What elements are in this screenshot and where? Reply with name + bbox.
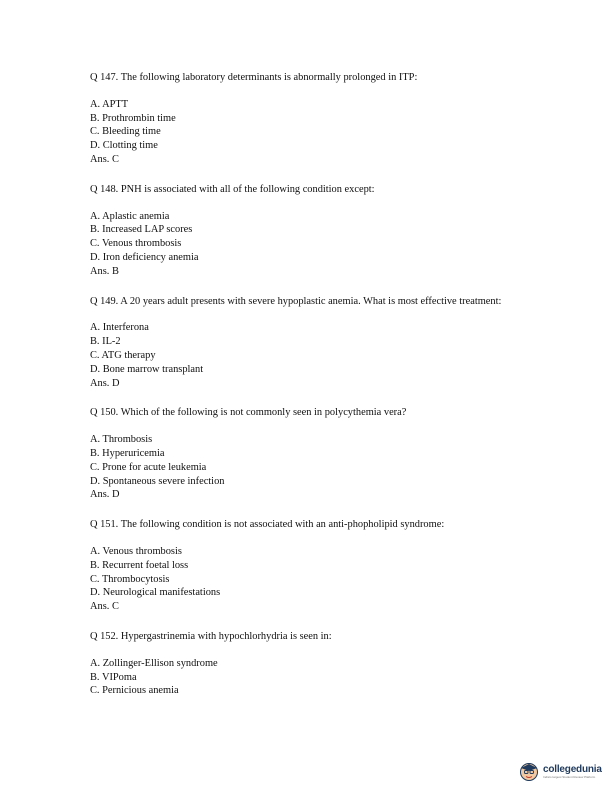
option-a: A. Aplastic anemia bbox=[90, 210, 170, 222]
option-b: B. IL-2 bbox=[90, 336, 121, 348]
question-152 bbox=[90, 630, 570, 698]
brand-tagline: India's largest Student Review Platform bbox=[543, 774, 596, 779]
option-c: C. Pernicious anemia bbox=[90, 685, 179, 697]
option-c: C. ATG therapy bbox=[90, 349, 156, 361]
option-c: C. Bleeding time bbox=[90, 126, 161, 138]
option-c: C. Prone for acute leukemia bbox=[90, 461, 207, 473]
option-d: D. Bone marrow transplant bbox=[90, 363, 204, 375]
option-b: B. VIPoma bbox=[90, 671, 137, 683]
question-150 bbox=[90, 406, 570, 502]
option-a: A. Thrombosis bbox=[90, 434, 153, 446]
collegedunia-logo bbox=[518, 758, 608, 784]
question-text: Q 147. The following laboratory determinants is abnormally prolonged in ITP: bbox=[90, 72, 418, 83]
question-text: Q 149. A 20 years adult presents with severe hypoplastic anemia. What is most effective treatment: bbox=[90, 295, 502, 307]
question-149 bbox=[90, 295, 570, 391]
answer: Ans. C bbox=[90, 153, 119, 165]
answer: Ans. D bbox=[90, 489, 120, 501]
option-b: B. Increased LAP scores bbox=[90, 224, 193, 236]
answer: Ans. B bbox=[90, 265, 119, 277]
option-a: A. Interferona bbox=[90, 322, 149, 334]
question-text: Q 151. The following condition is not associated with an anti-phopholipid syndrome: bbox=[90, 519, 445, 531]
option-a: A. Zollinger-Ellison syndrome bbox=[90, 657, 218, 669]
question-text: Q 150. Which of the following is not commonly seen in polycythemia vera? bbox=[90, 407, 407, 419]
brand-name: collegedunia bbox=[543, 763, 602, 775]
option-d: D. Neurological manifestations bbox=[90, 587, 221, 599]
option-a: A. APTT bbox=[90, 98, 129, 110]
option-a: A. Venous thrombosis bbox=[90, 545, 182, 557]
option-c: C. Venous thrombosis bbox=[90, 238, 182, 250]
option-b: B. Hyperuricemia bbox=[90, 447, 165, 459]
option-b: B. Recurrent foetal loss bbox=[90, 559, 189, 571]
option-c: C. Thrombocytosis bbox=[90, 573, 170, 585]
answer: Ans. D bbox=[90, 377, 120, 389]
option-d: D. Iron deficiency anemia bbox=[90, 251, 199, 263]
question-148 bbox=[90, 183, 570, 279]
document-page bbox=[90, 71, 570, 714]
option-d: D. Spontaneous severe infection bbox=[90, 475, 225, 487]
question-text: Q 148. PNH is associated with all of the following condition except: bbox=[90, 183, 375, 195]
question-151 bbox=[90, 518, 570, 614]
option-d: D. Clotting time bbox=[90, 140, 158, 152]
student-mascot-icon bbox=[518, 760, 540, 782]
option-b: B. Prothrombin time bbox=[90, 112, 176, 124]
question-text: Q 152. Hypergastrinemia with hypochlorhydria is seen in: bbox=[90, 630, 332, 642]
question-147 bbox=[90, 71, 570, 167]
answer: Ans. C bbox=[90, 601, 119, 613]
